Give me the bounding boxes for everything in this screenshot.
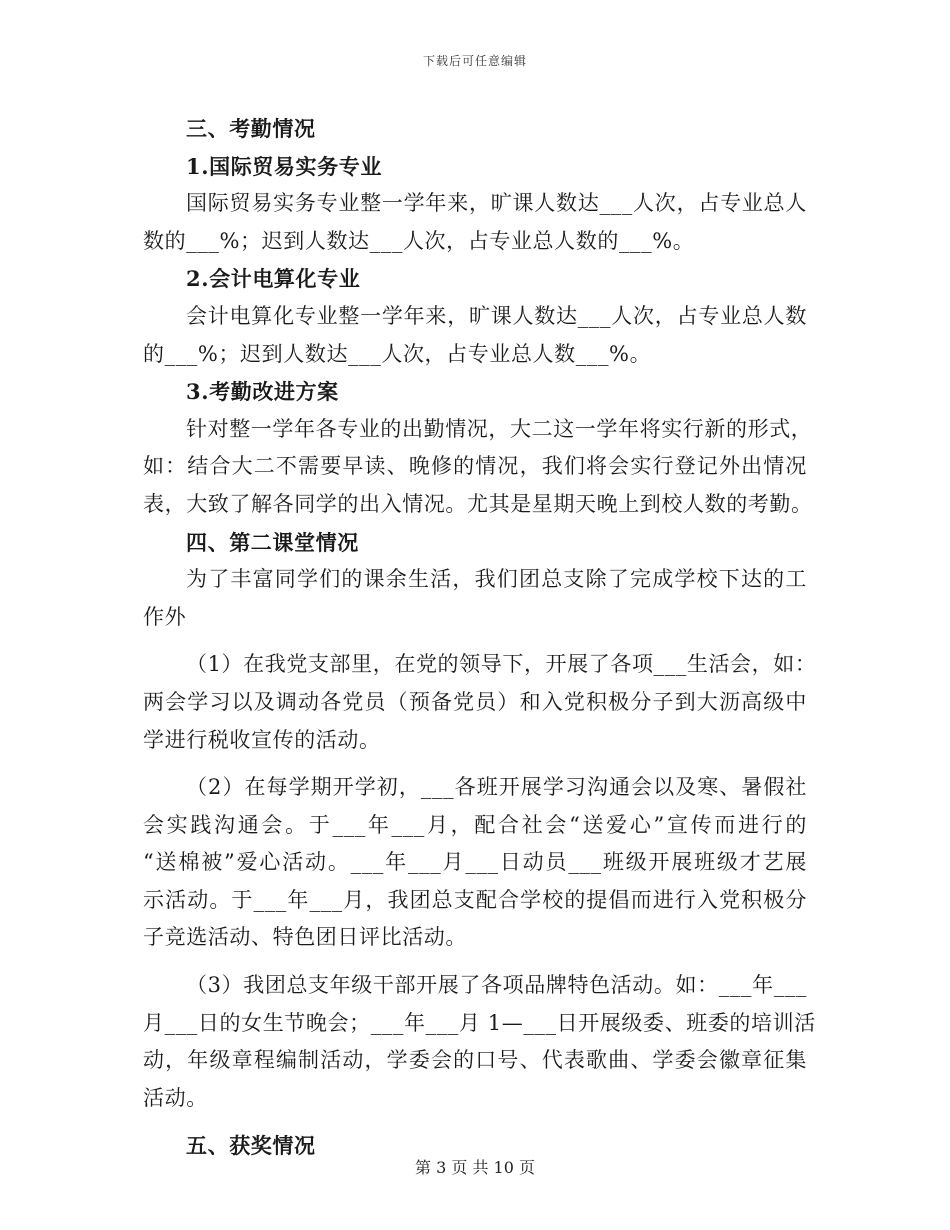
paragraph-line: 如：结合大二不需要早读、晚修的情况，我们将会实行登记外出情况 — [143, 454, 807, 479]
paragraph-line: 的___%；迟到人数达___人次，占专业总人数___%。 — [143, 341, 652, 366]
subheading-attendance-plan: 3.考勤改进方案 — [186, 379, 339, 405]
page-number: 第 3 页 共 10 页 — [415, 1158, 535, 1177]
paragraph-line: 示活动。于___年___月，我团总支配合学校的提倡而进行入党积极分 — [143, 887, 807, 912]
document-body — [143, 110, 817, 1165]
paragraph-line: 作外 — [143, 604, 187, 629]
paragraph-line: 会计电算化专业整一学年来，旷课人数达___人次，占专业总人数 — [186, 303, 807, 328]
paragraph-line: 子竞选活动、特色团日评比活动。 — [143, 925, 467, 950]
page-header-note: 下载后可任意编辑 — [422, 54, 527, 68]
paragraph-line: 月___日的女生节晚会；___年___月 1—___日开展级委、班委的培训活 — [143, 1010, 816, 1035]
paragraph-line: 动，年级章程编制活动，学委会的口号、代表歌曲、学委会徽章征集 — [143, 1048, 807, 1073]
subheading-international-trade: 1.国际贸易实务专业 — [186, 153, 382, 179]
paragraph-line: 表，大致了解各同学的出入情况。尤其是星期天晚上到校人数的考勤。 — [143, 491, 813, 516]
paragraph-line: （2）在每学期开学初，___各班开展学习沟通会以及寒、暑假社 — [186, 775, 807, 800]
section-heading-awards: 五、获奖情况 — [186, 1133, 316, 1159]
section-heading-attendance: 三、考勤情况 — [186, 116, 316, 141]
paragraph-line: 数的___%；迟到人数达___人次，占专业总人数的___%。 — [143, 228, 695, 253]
subheading-accounting: 2.会计电算化专业 — [186, 266, 361, 292]
section-heading-second-classroom: 四、第二课堂情况 — [186, 529, 359, 555]
paragraph-line: （1）在我党支部里，在党的领导下，开展了各项___生活会，如： — [186, 652, 817, 677]
paragraph-line: 学进行税收宣传的活动。 — [143, 727, 381, 752]
paragraph-line: 会实践沟通会。于___年___月，配合社会“送爱心”宣传而进行的 — [143, 812, 807, 837]
paragraph-line: 为了丰富同学们的课余生活，我们团总支除了完成学校下达的工 — [186, 567, 807, 592]
paragraph-line: 针对整一学年各专业的出勤情况，大二这一学年将实行新的形式， — [186, 416, 813, 441]
paragraph-line: （3）我团总支年级干部开展了各项品牌特色活动。如：___年___ — [186, 973, 807, 998]
paragraph-line: “送棉被”爱心活动。___年___月___日动员___班级开展班级才艺展 — [143, 850, 807, 875]
paragraph-line: 国际贸易实务专业整一学年来，旷课人数达___人次，占专业总人 — [186, 191, 807, 216]
paragraph-line: 两会学习以及调动各党员（预备党员）和入党积极分子到大沥高级中 — [143, 689, 807, 714]
paragraph-line: 活动。 — [143, 1085, 208, 1110]
